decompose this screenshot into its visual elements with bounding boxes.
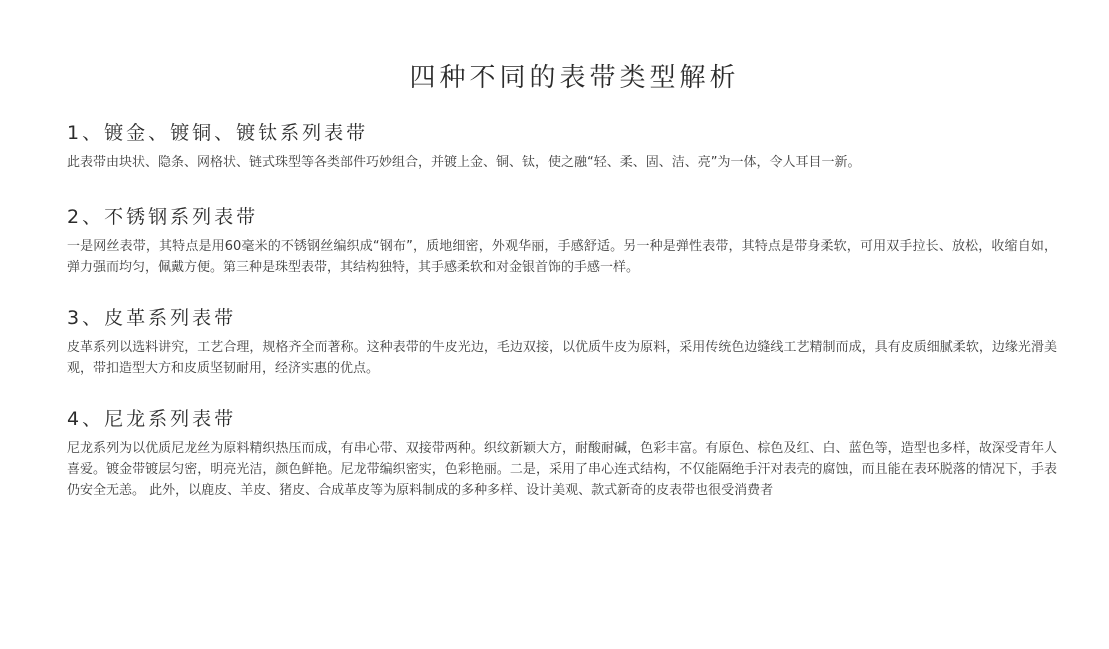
section-gold-plated: [67, 120, 1057, 173]
section-stainless-steel: [67, 204, 1057, 278]
section-body: 尼龙系列为以优质尼龙丝为原料精织热压而成，有串心带、双接带两种。织纹新颖大方，耐酸耐碱，色彩丰富。有原色、棕色及红、白、蓝色等，造型也多样，故深受青年人喜爱。镀金带镀层匀密，明亮光洁，颜色鲜艳。尼龙带编织密实，色彩艳丽。二是，采用了串心连式结构，不仅能隔绝手汗对表壳的腐蚀，而且能在表环脱落的情况下，手表仍安全无恙。 此外，以鹿皮、羊皮、猪皮、合成革皮等为原料制成的多种多样、设计美观、款式新奇的皮表带也很受消费者: [67, 441, 1057, 498]
section-body: 一是网丝表带，其特点是用60毫米的不锈钢丝编织成“钢布”，质地细密，外观华丽，手感舒适。另一种是弹性表带，其特点是带身柔软，可用双手拉长、放松，收缩自如，弹力强而均匀，佩戴方便。第三种是珠型表带，其结构独特，其手感柔软和对金银首饰的手感一样。: [67, 239, 1057, 275]
section-heading: 3、皮革系列表带: [67, 307, 237, 329]
section-leather: [67, 305, 1057, 379]
section-heading: 2、不锈钢系列表带: [67, 206, 259, 228]
section-heading: 4、尼龙系列表带: [67, 408, 237, 430]
section-body: 皮革系列以选料讲究，工艺合理，规格齐全而著称。这种表带的牛皮光边，毛边双接，以优质牛皮为原料，采用传统色边缝线工艺精制而成，具有皮质细腻柔软，边缘光滑美观，带扣造型大方和皮质坚韧耐用，经济实惠的优点。: [67, 340, 1057, 376]
section-body: 此表带由块状、隐条、网格状、链式珠型等各类部件巧妙组合，并镀上金、铜、钛，使之融“轻、柔、固、洁、亮”为一体，令人耳目一新。: [67, 155, 861, 170]
section-nylon: [67, 406, 1057, 501]
page-title: 四种不同的表带类型解析: [409, 63, 740, 93]
section-heading: 1、镀金、镀铜、镀钛系列表带: [67, 122, 369, 144]
